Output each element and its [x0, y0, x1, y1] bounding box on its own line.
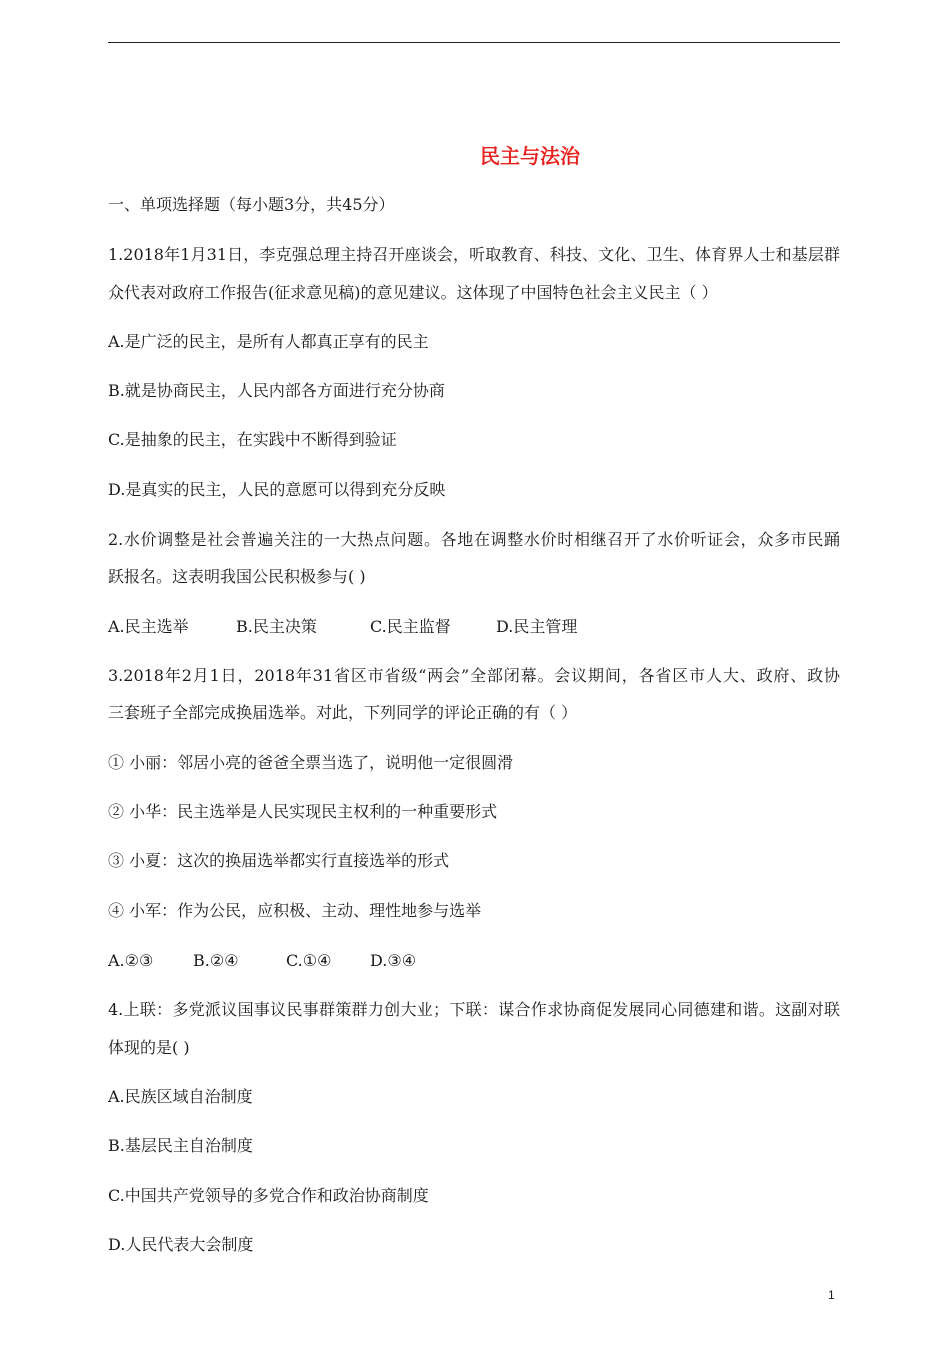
- q3-statement-1: ① 小丽：邻居小亮的爸爸全票当选了，说明他一定很圆滑: [108, 753, 514, 772]
- q4-option-c: C.中国共产党领导的多党合作和政治协商制度: [108, 1186, 429, 1205]
- q3-statement-4: ④ 小军：作为公民，应积极、主动、理性地参与选举: [108, 901, 482, 920]
- q2-option-c: C.民主监督: [370, 617, 451, 636]
- q3-option-c: C.①④: [286, 951, 332, 970]
- q1-stem-line1: 1.2018年1月31日，李克强总理主持召开座谈会，听取教育、科技、文化、卫生、体育界人士和基层群: [108, 245, 840, 264]
- q1-option-b: B.就是协商民主，人民内部各方面进行充分协商: [108, 381, 445, 400]
- q2-options-row: [108, 617, 577, 637]
- q1-option-a: A.是广泛的民主，是所有人都真正享有的民主: [108, 332, 429, 351]
- q4-option-d: D.人民代表大会制度: [108, 1235, 254, 1254]
- q1-stem-line2: 众代表对政府工作报告(征求意见稿)的意见建议。这体现了中国特色社会主义民主（ ）: [108, 283, 718, 302]
- q3-option-a: A.②③: [108, 951, 154, 970]
- q3-statement-2: ② 小华：民主选举是人民实现民主权利的一种重要形式: [108, 802, 498, 821]
- q2-option-d: D.民主管理: [496, 617, 578, 636]
- q1-option-c: C.是抽象的民主，在实践中不断得到验证: [108, 430, 397, 449]
- q4-option-a: A.民族区域自治制度: [108, 1087, 253, 1106]
- header-rule: [108, 42, 840, 43]
- q3-option-d: D.③④: [370, 951, 417, 970]
- q2-stem-line1: 2.水价调整是社会普遍关注的一大热点问题。各地在调整水价时相继召开了水价听证会，众多市民踊: [108, 530, 840, 549]
- q4-stem-line1: 4.上联：多党派议国事议民事群策群力创大业；下联：谋合作求协商促发展同心同德建和谐。这副对联: [108, 1000, 840, 1019]
- section-heading: 一、单项选择题（每小题3分，共45分）: [108, 195, 395, 214]
- document-title: 民主与法治: [480, 144, 580, 168]
- q4-option-b: B.基层民主自治制度: [108, 1136, 253, 1155]
- q3-option-b: B.②④: [193, 951, 239, 970]
- q2-option-b: B.民主决策: [236, 617, 317, 636]
- q3-statement-3: ③ 小夏：这次的换届选举都实行直接选举的形式: [108, 851, 450, 870]
- q3-stem-line1: 3.2018年2月1日，2018年31省区市省级“两会”全部闭幕。会议期间，各省区市人大、政府、政协: [108, 666, 840, 685]
- q2-option-a: A.民主选举: [108, 617, 189, 636]
- page-number: 1: [828, 1288, 835, 1302]
- q2-stem-line2: 跃报名。这表明我国公民积极参与( ): [108, 567, 366, 586]
- q3-options-row: [108, 951, 416, 971]
- q3-stem-line2: 三套班子全部完成换届选举。对此，下列同学的评论正确的有（ ）: [108, 703, 578, 722]
- q4-stem-line2: 体现的是( ): [108, 1038, 190, 1057]
- q1-option-d: D.是真实的民主，人民的意愿可以得到充分反映: [108, 480, 446, 499]
